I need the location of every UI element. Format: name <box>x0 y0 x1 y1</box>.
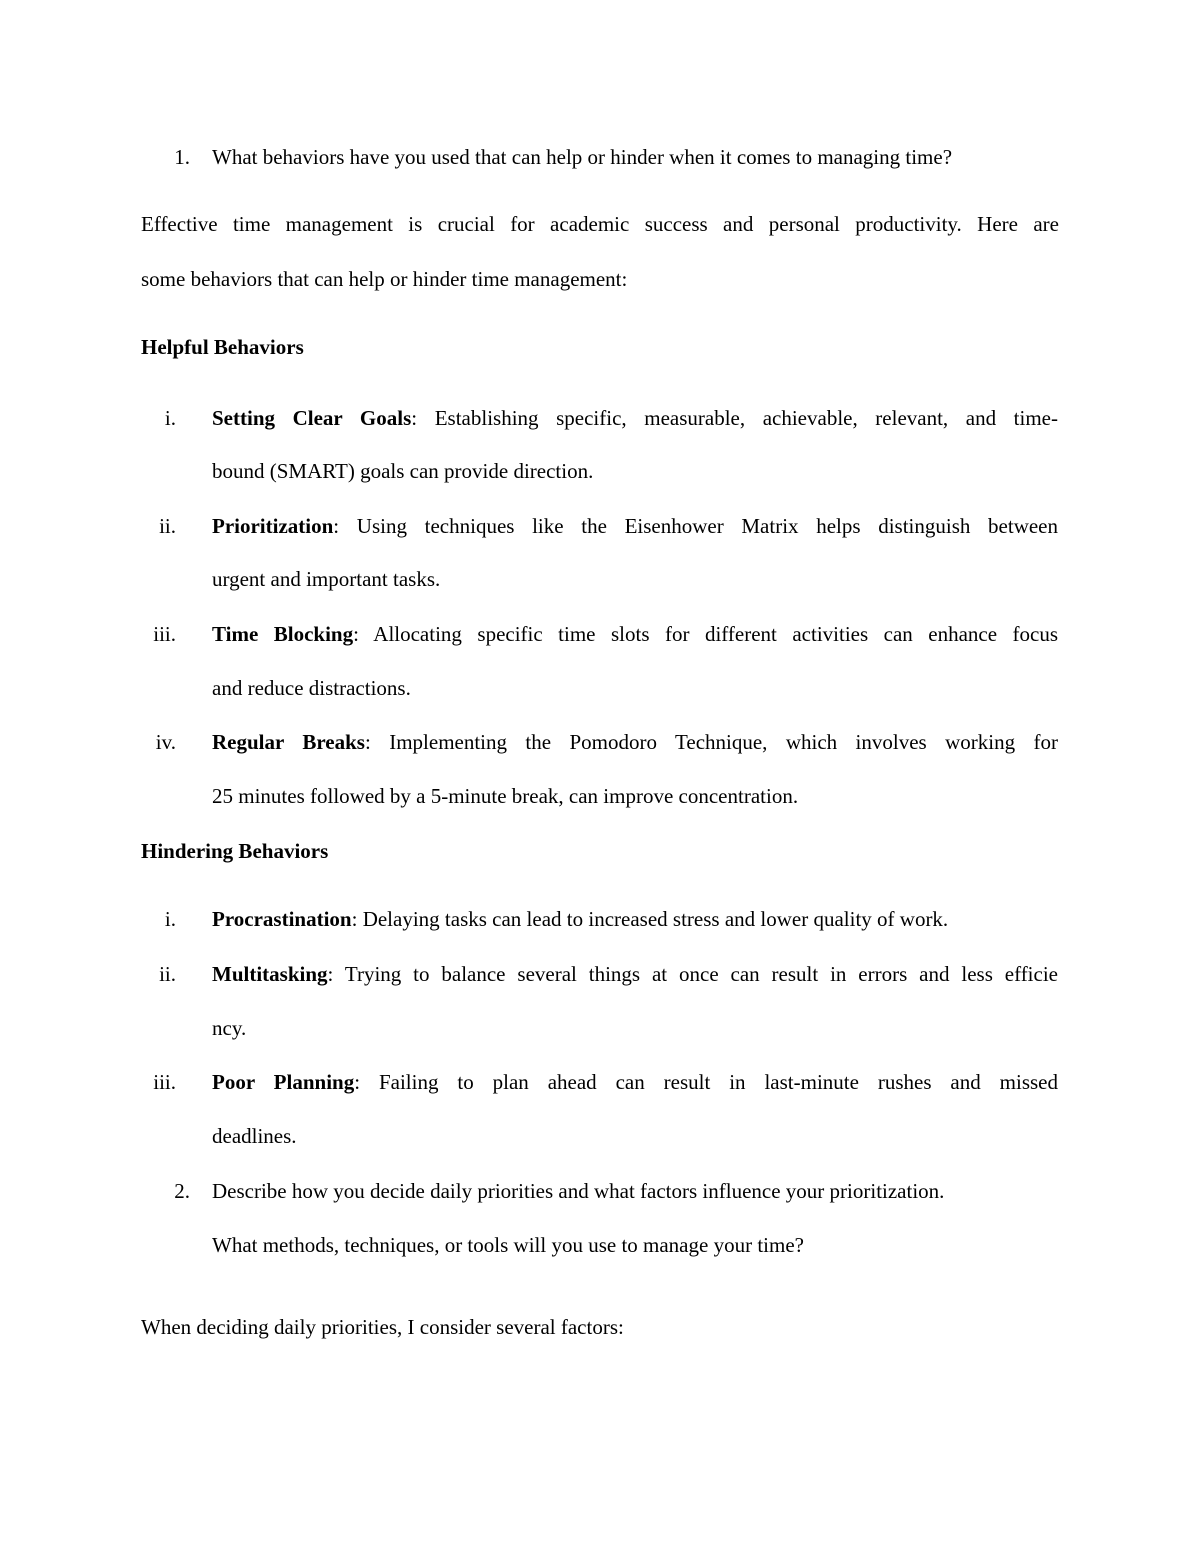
hindering-item-2-line-2: ncy. <box>212 1016 247 1040</box>
intro-line-1: Effective time management is crucial for academic success and personal productivity. Here are <box>141 212 1059 236</box>
helpful-item-2-line-1: Prioritization: Using techniques like the Eisenhower Matrix helps distinguish between <box>212 514 1058 538</box>
helpful-item-2-line-2: urgent and important tasks. <box>212 567 441 591</box>
hindering-item-3-line-1: Poor Planning: Failing to plan ahead can result in last-minute rushes and missed <box>212 1070 1058 1094</box>
question-2-line-2: What methods, techniques, or tools will you use to manage your time? <box>212 1233 804 1257</box>
helpful-item-1-line-1: Setting Clear Goals: Establishing specific, measurable, achievable, relevant, and time- <box>212 406 1058 430</box>
hindering-item-3-line-2: deadlines. <box>212 1124 297 1148</box>
closing-text: When deciding daily priorities, I consider several factors: <box>141 1315 624 1339</box>
hindering-item-1-numeral: i. <box>164 907 176 931</box>
question-1-number: 1. <box>174 145 190 169</box>
intro-line-2: some behaviors that can help or hinder time management: <box>141 267 628 291</box>
helpful-item-4-line-2: 25 minutes followed by a 5-minute break, can improve concentration. <box>212 784 799 808</box>
helpful-item-3-term: Time Blocking <box>212 622 354 646</box>
hindering-item-3-numeral: iii. <box>153 1070 176 1094</box>
hindering-item-1-term: Procrastination <box>212 907 352 931</box>
hindering-item-3-term: Poor Planning <box>212 1070 355 1094</box>
helpful-item-4-line-1: Regular Breaks: Implementing the Pomodoro Technique, which involves working for <box>212 730 1058 754</box>
hindering-item-2-numeral: ii. <box>159 962 176 986</box>
helpful-item-1-line-2: bound (SMART) goals can provide direction. <box>212 459 594 483</box>
hindering-item-2-term: Multitasking <box>212 962 328 986</box>
hindering-item-2-line-1: Multitasking: Trying to balance several things at once can result in errors and less efficie <box>212 962 1058 986</box>
helpful-item-2-term: Prioritization <box>212 514 334 538</box>
helpful-item-4-numeral: iv. <box>155 730 176 754</box>
helpful-item-4-term: Regular Breaks <box>212 730 365 754</box>
helpful-item-3-line-1: Time Blocking: Allocating specific time slots for different activities can enhance focus <box>212 622 1058 646</box>
helpful-item-1-numeral: i. <box>164 406 176 430</box>
question-2-number: 2. <box>174 1179 190 1203</box>
question-2-line-1: Describe how you decide daily priorities and what factors influence your prioritization. <box>212 1179 945 1203</box>
helpful-item-2-numeral: ii. <box>159 514 176 538</box>
hindering-heading: Hindering Behaviors <box>141 839 329 863</box>
hindering-item-1-line-1: Procrastination: Delaying tasks can lead to increased stress and lower quality of work. <box>212 907 949 931</box>
helpful-item-3-line-2: and reduce distractions. <box>212 676 411 700</box>
helpful-item-1-term: Setting Clear Goals <box>212 406 412 430</box>
helpful-heading: Helpful Behaviors <box>141 335 304 359</box>
question-1-text: What behaviors have you used that can help or hinder when it comes to managing time? <box>212 145 953 169</box>
helpful-item-3-numeral: iii. <box>153 622 176 646</box>
